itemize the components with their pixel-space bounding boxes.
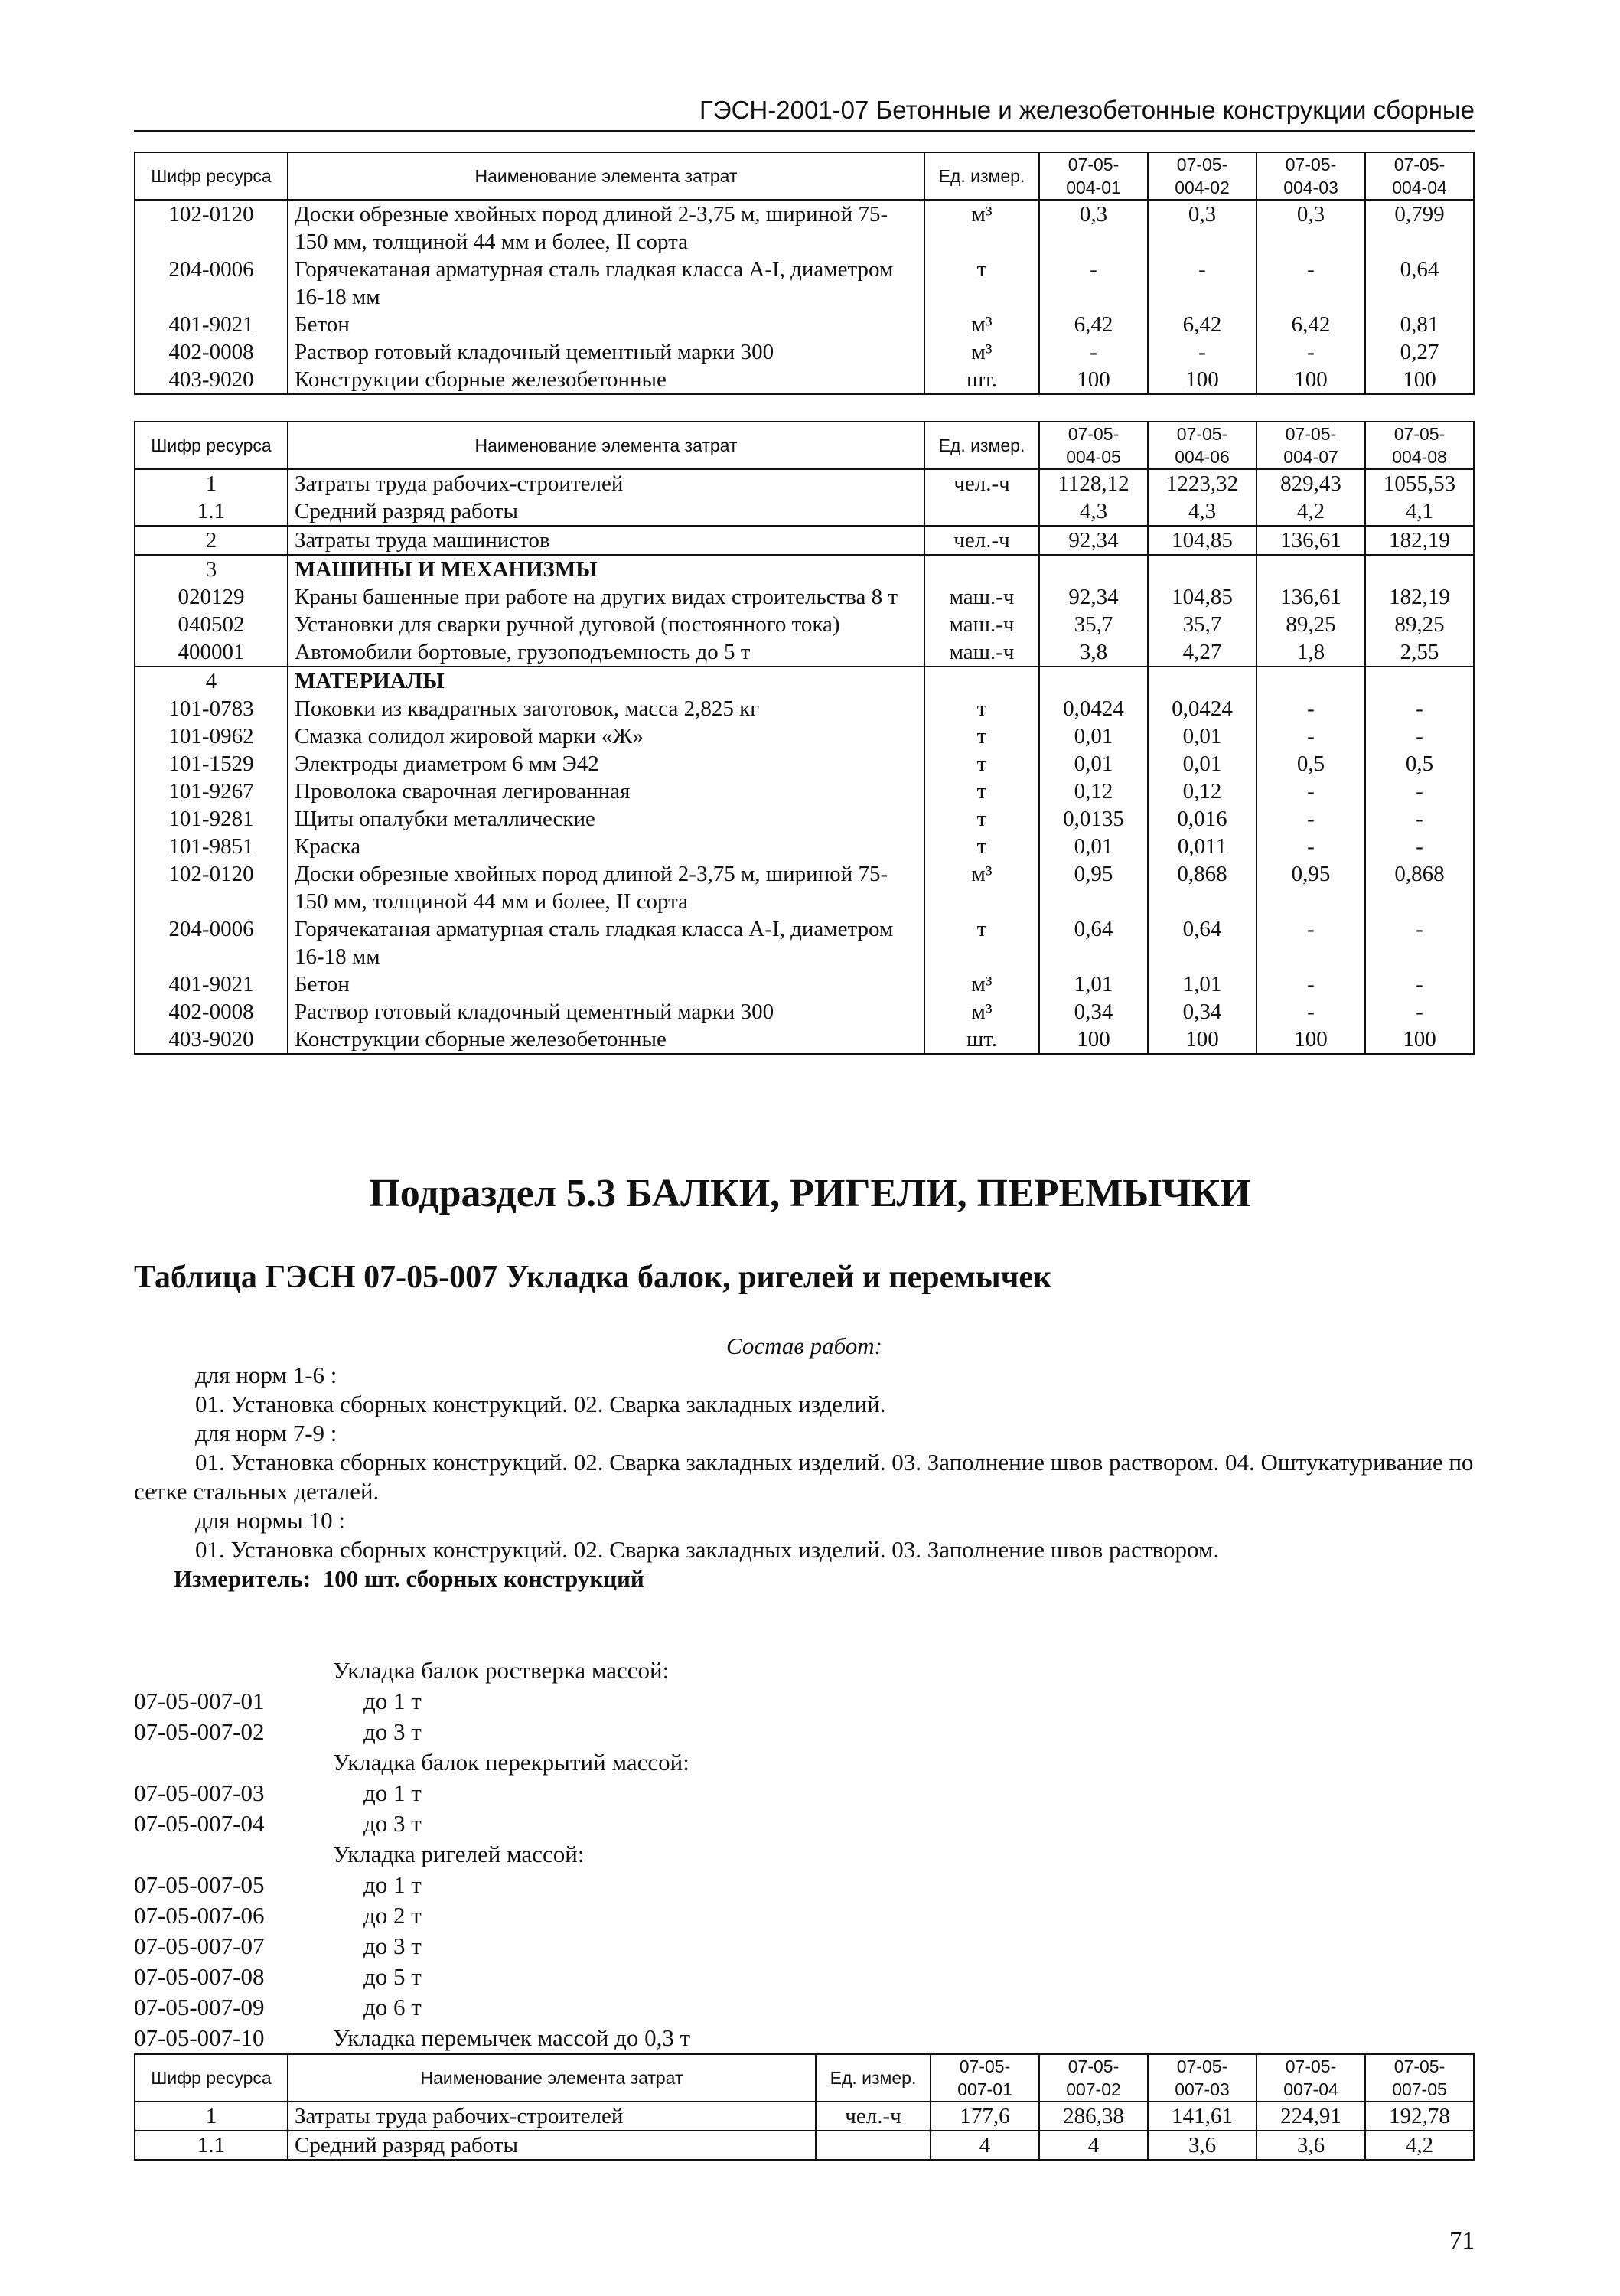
cost-element-name: МАТЕРИАЛЫ: [288, 667, 924, 695]
norm-value: -: [1039, 338, 1148, 366]
resource-code: 204-0006: [135, 256, 288, 311]
table-row: [135, 311, 1474, 338]
col-header-name: Наименование элемента затрат: [288, 422, 924, 469]
norm-value: [1148, 555, 1257, 583]
cost-element-name: Смазка солидол жировой марки «Ж»: [288, 722, 924, 750]
norm-label: до 6 т: [363, 1994, 422, 2020]
norm-value: 0,12: [1148, 778, 1257, 805]
code-row: [134, 2023, 690, 2053]
table-row: [135, 638, 1474, 667]
unit: т: [924, 833, 1039, 860]
norm-value: -: [1257, 833, 1365, 860]
cost-element-name: Проволока сварочная легированная: [288, 778, 924, 805]
norm-value: 177,6: [931, 2102, 1039, 2131]
norm-value: -: [1257, 695, 1365, 722]
norm-value: 4: [931, 2131, 1039, 2160]
resource-table-004-01-04: [134, 152, 1475, 395]
col-header-unit: Ед. измер.: [816, 2054, 931, 2102]
norm-value: [1365, 667, 1474, 695]
norm-value: 0,5: [1365, 750, 1474, 778]
resource-code: 101-0962: [135, 722, 288, 750]
norm-codes-list: [134, 1655, 690, 2053]
unit: м³: [924, 311, 1039, 338]
resource-code: 101-9851: [135, 833, 288, 860]
norm-value: 100: [1257, 366, 1365, 394]
code-row: [134, 1778, 690, 1808]
unit: маш.-ч: [924, 583, 1039, 611]
norm-label: до 1 т: [363, 1779, 422, 1806]
norm-value: 35,7: [1148, 611, 1257, 638]
cost-element-name: Затраты труда рабочих-строителей: [288, 2102, 816, 2131]
running-header: ГЭСН-2001-07 Бетонные и железобетонные конструкции сборные: [134, 90, 1475, 132]
norm-value: 4,27: [1148, 638, 1257, 667]
table-row: [135, 998, 1474, 1026]
col-header-norm: 07-05- 004-06: [1148, 422, 1257, 469]
norm-label: до 3 т: [363, 1718, 422, 1745]
unit: чел.-ч: [924, 526, 1039, 555]
norm-value: -: [1365, 998, 1474, 1026]
norm-value: 0,34: [1148, 998, 1257, 1026]
cost-element-name: Горячекатаная арматурная сталь гладкая класса А-I, диаметром 16-18 мм: [288, 915, 924, 970]
resource-code: 1: [135, 2102, 288, 2131]
unit: [816, 2131, 931, 2160]
norm-value: 104,85: [1148, 583, 1257, 611]
norm-value: 0,0135: [1039, 805, 1148, 833]
cost-element-name: Раствор готовый кладочный цементный марки 300: [288, 998, 924, 1026]
norm-value: 0,868: [1148, 860, 1257, 915]
table-row: [135, 970, 1474, 998]
resource-code: 3: [135, 555, 288, 583]
norm-code: 07-05-007-04: [134, 1810, 265, 1837]
norms-label: для норм 1-6 :: [195, 1362, 337, 1388]
norm-value: 100: [1257, 1026, 1365, 1054]
col-header-unit: Ед. измер.: [924, 422, 1039, 469]
norm-value: 1055,53: [1365, 469, 1474, 497]
resource-code: 101-9281: [135, 805, 288, 833]
norm-value: 4,3: [1148, 497, 1257, 526]
unit: т: [924, 778, 1039, 805]
col-header-norm: 07-05- 004-05: [1039, 422, 1148, 469]
norm-value: 4,1: [1365, 497, 1474, 526]
norm-code: 07-05-007-07: [134, 1932, 265, 1959]
unit: т: [924, 915, 1039, 970]
cost-element-name: Средний разряд работы: [288, 497, 924, 526]
norm-value: 0,64: [1148, 915, 1257, 970]
norm-value: [1039, 555, 1148, 583]
resource-code: 403-9020: [135, 1026, 288, 1054]
unit: м³: [924, 860, 1039, 915]
norm-value: 100: [1039, 1026, 1148, 1054]
cost-element-name: Электроды диаметром 6 мм Э42: [288, 750, 924, 778]
norm-value: 0,868: [1365, 860, 1474, 915]
norm-value: 0,01: [1039, 722, 1148, 750]
unit: м³: [924, 338, 1039, 366]
norm-value: 3,6: [1257, 2131, 1365, 2160]
col-header-code: Шифр ресурса: [135, 152, 288, 200]
norm-label: до 1 т: [363, 1688, 422, 1714]
resource-code: 401-9021: [135, 970, 288, 998]
norm-value: -: [1365, 778, 1474, 805]
cost-element-name: Краска: [288, 833, 924, 860]
col-header-norm: 07-05- 004-08: [1365, 422, 1474, 469]
norm-value: 0,64: [1039, 915, 1148, 970]
resource-code: 204-0006: [135, 915, 288, 970]
table-row: [135, 778, 1474, 805]
norm-value: 0,95: [1257, 860, 1365, 915]
norm-value: 89,25: [1365, 611, 1474, 638]
norm-value: -: [1365, 722, 1474, 750]
col-header-code: Шифр ресурса: [135, 2054, 288, 2102]
norm-label: до 5 т: [363, 1963, 422, 1990]
table-row: [135, 200, 1474, 256]
norms-label: для норм 7-9 :: [195, 1420, 337, 1446]
norm-value: 100: [1365, 1026, 1474, 1054]
resource-code: 040502: [135, 611, 288, 638]
code-row: [134, 1992, 690, 2023]
cost-element-name: Бетон: [288, 970, 924, 998]
cost-element-name: Бетон: [288, 311, 924, 338]
norm-value: 141,61: [1148, 2102, 1257, 2131]
resource-code: 101-1529: [135, 750, 288, 778]
resource-code: 2: [135, 526, 288, 555]
code-row: [134, 1962, 690, 1992]
norm-value: 182,19: [1365, 583, 1474, 611]
norm-value: 0,27: [1365, 338, 1474, 366]
norm-value: 89,25: [1257, 611, 1365, 638]
norm-value: 182,19: [1365, 526, 1474, 555]
work-text: 01. Установка сборных конструкций. 02. Сварка закладных изделий. 03. Заполнение швов раствором. 04. Оштукатуривание по сетке стальных деталей.: [134, 1449, 1474, 1505]
unit: т: [924, 256, 1039, 311]
norm-value: 3,8: [1039, 638, 1148, 667]
resource-code: 402-0008: [135, 998, 288, 1026]
cost-element-name: Затраты труда рабочих-строителей: [288, 469, 924, 497]
resource-code: 020129: [135, 583, 288, 611]
unit: т: [924, 695, 1039, 722]
table-row: [135, 915, 1474, 970]
norm-code: 07-05-007-09: [134, 1994, 265, 2020]
norm-label: до 3 т: [363, 1932, 422, 1959]
table-body: [135, 2102, 1474, 2160]
norm-value: -: [1365, 915, 1474, 970]
group-heading: Укладка балок ростверка массой:: [333, 1657, 670, 1684]
resource-code: 102-0120: [135, 860, 288, 915]
table-row: [135, 338, 1474, 366]
work-heading: Состав работ:: [725, 1332, 882, 1359]
unit: т: [924, 722, 1039, 750]
norm-label: до 3 т: [363, 1810, 422, 1837]
col-header-norm: 07-05- 004-02: [1148, 152, 1257, 200]
table-row: [135, 583, 1474, 611]
norm-value: 1,01: [1148, 970, 1257, 998]
resource-code: 1: [135, 469, 288, 497]
norm-value: 100: [1148, 366, 1257, 394]
norm-value: 0,3: [1257, 200, 1365, 256]
unit: м³: [924, 200, 1039, 256]
norm-value: -: [1039, 256, 1148, 311]
norm-value: [1148, 667, 1257, 695]
norm-value: -: [1365, 970, 1474, 998]
norm-value: 0,81: [1365, 311, 1474, 338]
cost-element-name: Доски обрезные хвойных пород длиной 2-3,75 м, шириной 75-150 мм, толщиной 44 мм и более, II сорта: [288, 200, 924, 256]
norm-value: 100: [1039, 366, 1148, 394]
unit: [924, 497, 1039, 526]
table-row: [135, 526, 1474, 555]
norm-value: 0,01: [1039, 833, 1148, 860]
norm-code: 07-05-007-01: [134, 1688, 265, 1714]
col-header-norm: 07-05- 004-04: [1365, 152, 1474, 200]
table-row: [135, 256, 1474, 311]
norm-value: 192,78: [1365, 2102, 1474, 2131]
norm-label: до 2 т: [363, 1902, 422, 1929]
norm-value: -: [1257, 998, 1365, 1026]
norm-code: 07-05-007-05: [134, 1871, 265, 1898]
norm-value: 0,01: [1039, 750, 1148, 778]
table-row: [135, 2131, 1474, 2160]
norm-value: [1365, 555, 1474, 583]
norm-value: 0,01: [1148, 722, 1257, 750]
work-text: 01. Установка сборных конструкций. 02. Сварка закладных изделий.: [195, 1391, 886, 1417]
norm-value: -: [1257, 778, 1365, 805]
norm-value: 0,0424: [1039, 695, 1148, 722]
work-text: 01. Установка сборных конструкций. 02. Сварка закладных изделий. 03. Заполнение швов раствором.: [195, 1536, 1220, 1563]
table-row: [135, 722, 1474, 750]
norm-value: -: [1365, 833, 1474, 860]
resource-code: 102-0120: [135, 200, 288, 256]
table-row: [135, 2102, 1474, 2131]
cost-element-name: Щиты опалубки металлические: [288, 805, 924, 833]
norm-value: -: [1365, 805, 1474, 833]
unit: шт.: [924, 1026, 1039, 1054]
norm-code: 07-05-007-02: [134, 1718, 265, 1745]
norm-value: 1223,32: [1148, 469, 1257, 497]
table-row: [135, 555, 1474, 583]
norm-value: 6,42: [1148, 311, 1257, 338]
norm-value: 0,12: [1039, 778, 1148, 805]
table-row: [135, 366, 1474, 394]
norm-value: 829,43: [1257, 469, 1365, 497]
norm-code: 07-05-007-03: [134, 1779, 265, 1806]
col-header-code: Шифр ресурса: [135, 422, 288, 469]
unit: т: [924, 750, 1039, 778]
norm-value: 2,55: [1365, 638, 1474, 667]
cost-element-name: Конструкции сборные железобетонные: [288, 366, 924, 394]
unit: чел.-ч: [816, 2102, 931, 2131]
norm-value: 0,0424: [1148, 695, 1257, 722]
meter-label: Измеритель:: [174, 1565, 311, 1592]
group-heading: Укладка балок перекрытий массой:: [333, 1749, 689, 1776]
norm-value: -: [1148, 256, 1257, 311]
meter: [134, 1564, 1475, 1593]
unit: м³: [924, 970, 1039, 998]
group-heading: Укладка ригелей массой:: [333, 1841, 585, 1867]
col-header-name: Наименование элемента затрат: [288, 152, 924, 200]
meter-value: 100 шт. сборных конструкций: [322, 1565, 644, 1592]
col-header-norm: 07-05- 007-03: [1148, 2054, 1257, 2102]
col-header-name: Наименование элемента затрат: [288, 2054, 816, 2102]
work-description: [134, 1332, 1475, 1593]
norm-value: 100: [1148, 1026, 1257, 1054]
norm-value: 1,01: [1039, 970, 1148, 998]
norm-value: 0,011: [1148, 833, 1257, 860]
resource-code: 101-9267: [135, 778, 288, 805]
norm-value: -: [1257, 722, 1365, 750]
cost-element-name: МАШИНЫ И МЕХАНИЗМЫ: [288, 555, 924, 583]
norm-value: [1257, 555, 1365, 583]
norm-value: 1128,12: [1039, 469, 1148, 497]
norm-value: 136,61: [1257, 526, 1365, 555]
table-row: [135, 611, 1474, 638]
col-header-unit: Ед. измер.: [924, 152, 1039, 200]
unit: м³: [924, 998, 1039, 1026]
norm-value: -: [1257, 915, 1365, 970]
cost-element-name: Автомобили бортовые, грузоподъемность до 5 т: [288, 638, 924, 667]
col-header-norm: 07-05- 007-05: [1365, 2054, 1474, 2102]
code-row: [134, 1900, 690, 1931]
norm-value: 6,42: [1039, 311, 1148, 338]
norm-code: 07-05-007-08: [134, 1963, 265, 1990]
col-header-norm: 07-05- 004-03: [1257, 152, 1365, 200]
col-header-norm: 07-05- 004-07: [1257, 422, 1365, 469]
norm-label: до 1 т: [363, 1871, 422, 1898]
cost-element-name: Средний разряд работы: [288, 2131, 816, 2160]
resource-code: 403-9020: [135, 366, 288, 394]
table-row: [135, 667, 1474, 695]
norm-value: -: [1257, 805, 1365, 833]
code-row: [134, 1931, 690, 1962]
norm-value: [1039, 667, 1148, 695]
cost-element-name: Краны башенные при работе на других видах строительства 8 т: [288, 583, 924, 611]
cost-element-name: Затраты труда машинистов: [288, 526, 924, 555]
code-row: [134, 1808, 690, 1839]
page-number: 71: [1449, 2227, 1475, 2255]
norm-value: 1,8: [1257, 638, 1365, 667]
unit: [924, 667, 1039, 695]
norm-value: 104,85: [1148, 526, 1257, 555]
resource-code: 101-0783: [135, 695, 288, 722]
norm-value: 136,61: [1257, 583, 1365, 611]
norm-code: 07-05-007-10: [134, 2024, 265, 2051]
norm-value: 92,34: [1039, 526, 1148, 555]
norm-value: -: [1257, 256, 1365, 311]
resource-code: 4: [135, 667, 288, 695]
cost-element-name: Доски обрезные хвойных пород длиной 2-3,75 м, шириной 75-150 мм, толщиной 44 мм и более, II сорта: [288, 860, 924, 915]
resource-code: 402-0008: [135, 338, 288, 366]
norm-value: 0,95: [1039, 860, 1148, 915]
norm-value: 0,64: [1365, 256, 1474, 311]
norm-value: -: [1257, 338, 1365, 366]
norm-value: 286,38: [1039, 2102, 1148, 2131]
col-header-norm: 07-05- 007-02: [1039, 2054, 1148, 2102]
norm-value: 224,91: [1257, 2102, 1365, 2131]
norms-label: для нормы 10 :: [195, 1507, 345, 1534]
unit: маш.-ч: [924, 611, 1039, 638]
norm-value: [1257, 667, 1365, 695]
resource-table-007-01-05: [134, 2053, 1475, 2161]
code-row: [134, 1717, 690, 1747]
table-row: [135, 497, 1474, 526]
norm-value: 4,3: [1039, 497, 1148, 526]
table-body: [135, 469, 1474, 1054]
cost-element-name: Горячекатаная арматурная сталь гладкая класса А-I, диаметром 16-18 мм: [288, 256, 924, 311]
norm-value: 0,5: [1257, 750, 1365, 778]
unit: чел.-ч: [924, 469, 1039, 497]
table-row: [135, 1026, 1474, 1054]
resource-code: 400001: [135, 638, 288, 667]
norm-code: 07-05-007-06: [134, 1902, 265, 1929]
cost-element-name: Поковки из квадратных заготовок, масса 2,825 кг: [288, 695, 924, 722]
col-header-norm: 07-05- 004-01: [1039, 152, 1148, 200]
norm-value: 6,42: [1257, 311, 1365, 338]
code-row: [134, 1870, 690, 1900]
table-row: [135, 469, 1474, 497]
norm-value: 0,01: [1148, 750, 1257, 778]
unit: [924, 555, 1039, 583]
cost-element-name: Раствор готовый кладочный цементный марки 300: [288, 338, 924, 366]
norm-label: Укладка перемычек массой до 0,3 т: [333, 2024, 691, 2051]
norm-value: 0,3: [1039, 200, 1148, 256]
unit: шт.: [924, 366, 1039, 394]
section-title: Подраздел 5.3 БАЛКИ, РИГЕЛИ, ПЕРЕМЫЧКИ: [369, 1172, 1251, 1215]
col-header-norm: 07-05- 007-04: [1257, 2054, 1365, 2102]
table-row: [135, 805, 1474, 833]
col-header-norm: 07-05- 007-01: [931, 2054, 1039, 2102]
resource-code: 401-9021: [135, 311, 288, 338]
resource-table-004-05-08: [134, 421, 1475, 1055]
unit: т: [924, 805, 1039, 833]
norm-value: 0,799: [1365, 200, 1474, 256]
cost-element-name: Конструкции сборные железобетонные: [288, 1026, 924, 1054]
norm-value: -: [1257, 970, 1365, 998]
table-row: [135, 833, 1474, 860]
norm-value: 0,016: [1148, 805, 1257, 833]
norm-value: 0,34: [1039, 998, 1148, 1026]
table-row: [135, 695, 1474, 722]
norm-value: -: [1365, 695, 1474, 722]
table-body: [135, 200, 1474, 394]
norm-value: 4,2: [1365, 2131, 1474, 2160]
norm-value: -: [1148, 338, 1257, 366]
table-title: Таблица ГЭСН 07-05-007 Укладка балок, ригелей и перемычек: [134, 1260, 1052, 1295]
norm-value: 4: [1039, 2131, 1148, 2160]
resource-code: 1.1: [135, 2131, 288, 2160]
norm-value: 35,7: [1039, 611, 1148, 638]
table-row: [135, 860, 1474, 915]
table-row: [135, 750, 1474, 778]
resource-code: 1.1: [135, 497, 288, 526]
norm-value: 0,3: [1148, 200, 1257, 256]
code-row: [134, 1686, 690, 1717]
cost-element-name: Установки для сварки ручной дуговой (постоянного тока): [288, 611, 924, 638]
norm-value: 92,34: [1039, 583, 1148, 611]
norm-value: 100: [1365, 366, 1474, 394]
norm-value: 3,6: [1148, 2131, 1257, 2160]
unit: маш.-ч: [924, 638, 1039, 667]
norm-value: 4,2: [1257, 497, 1365, 526]
